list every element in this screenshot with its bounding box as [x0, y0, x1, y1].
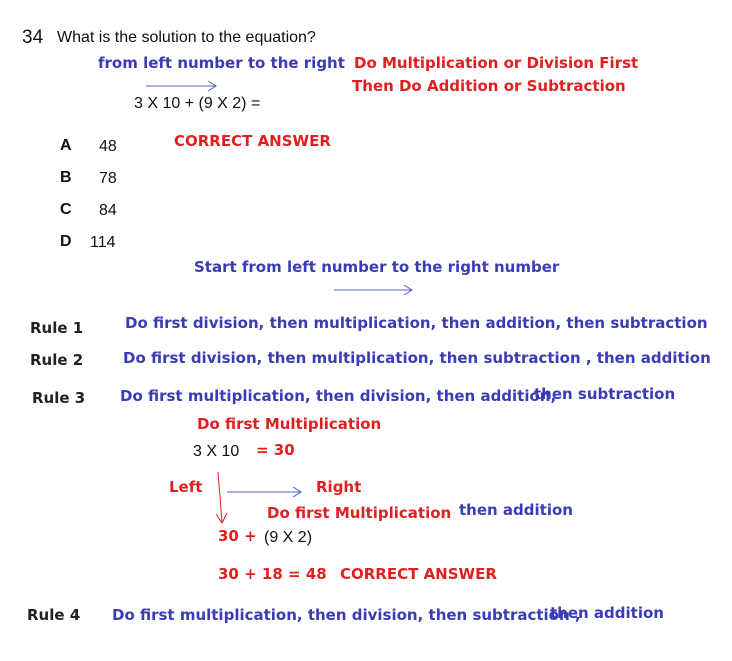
right-arrow-icon	[227, 486, 305, 498]
step2-then: then addition	[459, 501, 573, 519]
rule-text-continued: then subtraction	[534, 385, 676, 403]
question-number: 34	[22, 27, 44, 48]
right-arrow-icon	[334, 284, 416, 296]
down-arrow-icon	[208, 472, 228, 526]
right-arrow-icon	[146, 80, 220, 92]
correct-answer-label: CORRECT ANSWER	[174, 132, 331, 150]
option-value: 114	[90, 234, 116, 251]
rule-label: Rule 3	[32, 389, 86, 407]
option-value: 84	[99, 202, 117, 219]
option-value: 78	[99, 170, 117, 187]
option-letter: B	[60, 169, 72, 186]
final-expression: 30 + 18 = 48	[218, 565, 327, 583]
rule-text: Do first multiplication, then division, then subtraction ,	[112, 606, 581, 624]
option-letter: A	[60, 137, 72, 154]
rule-text: Do first division, then multiplication, then subtraction , then addition	[123, 349, 711, 367]
left-label: Left	[169, 478, 203, 496]
step2-title: Do first Multiplication	[267, 504, 452, 522]
option-letter: D	[60, 233, 72, 250]
direction-note: from left number to the right	[98, 54, 345, 72]
step2-parenthesis: (9 X 2)	[264, 529, 313, 546]
equation: 3 X 10 + (9 X 2) =	[134, 95, 261, 112]
order-note-line1: Do Multiplication or Division First	[354, 54, 639, 72]
order-note-line2: Then Do Addition or Subtraction	[352, 77, 626, 95]
option-value: 48	[99, 138, 117, 155]
option-letter: C	[60, 201, 72, 218]
step1-result: = 30	[256, 441, 295, 459]
rule-text: Do first multiplication, then division, then addition,	[120, 387, 557, 405]
question-text: What is the solution to the equation?	[57, 29, 316, 46]
rule-text-continued: then addition	[550, 604, 664, 622]
step2-partial: 30 +	[218, 527, 257, 545]
rule-label: Rule 2	[30, 351, 84, 369]
rule-label: Rule 4	[27, 606, 81, 624]
rule-label: Rule 1	[30, 319, 84, 337]
rule-text: Do first division, then multiplication, then addition, then subtraction	[125, 314, 708, 332]
start-note: Start from left number to the right number	[194, 258, 560, 276]
step1-title: Do first Multiplication	[197, 415, 382, 433]
step1-expression: 3 X 10	[193, 443, 240, 460]
final-correct-label: CORRECT ANSWER	[340, 565, 497, 583]
right-label: Right	[316, 478, 362, 496]
